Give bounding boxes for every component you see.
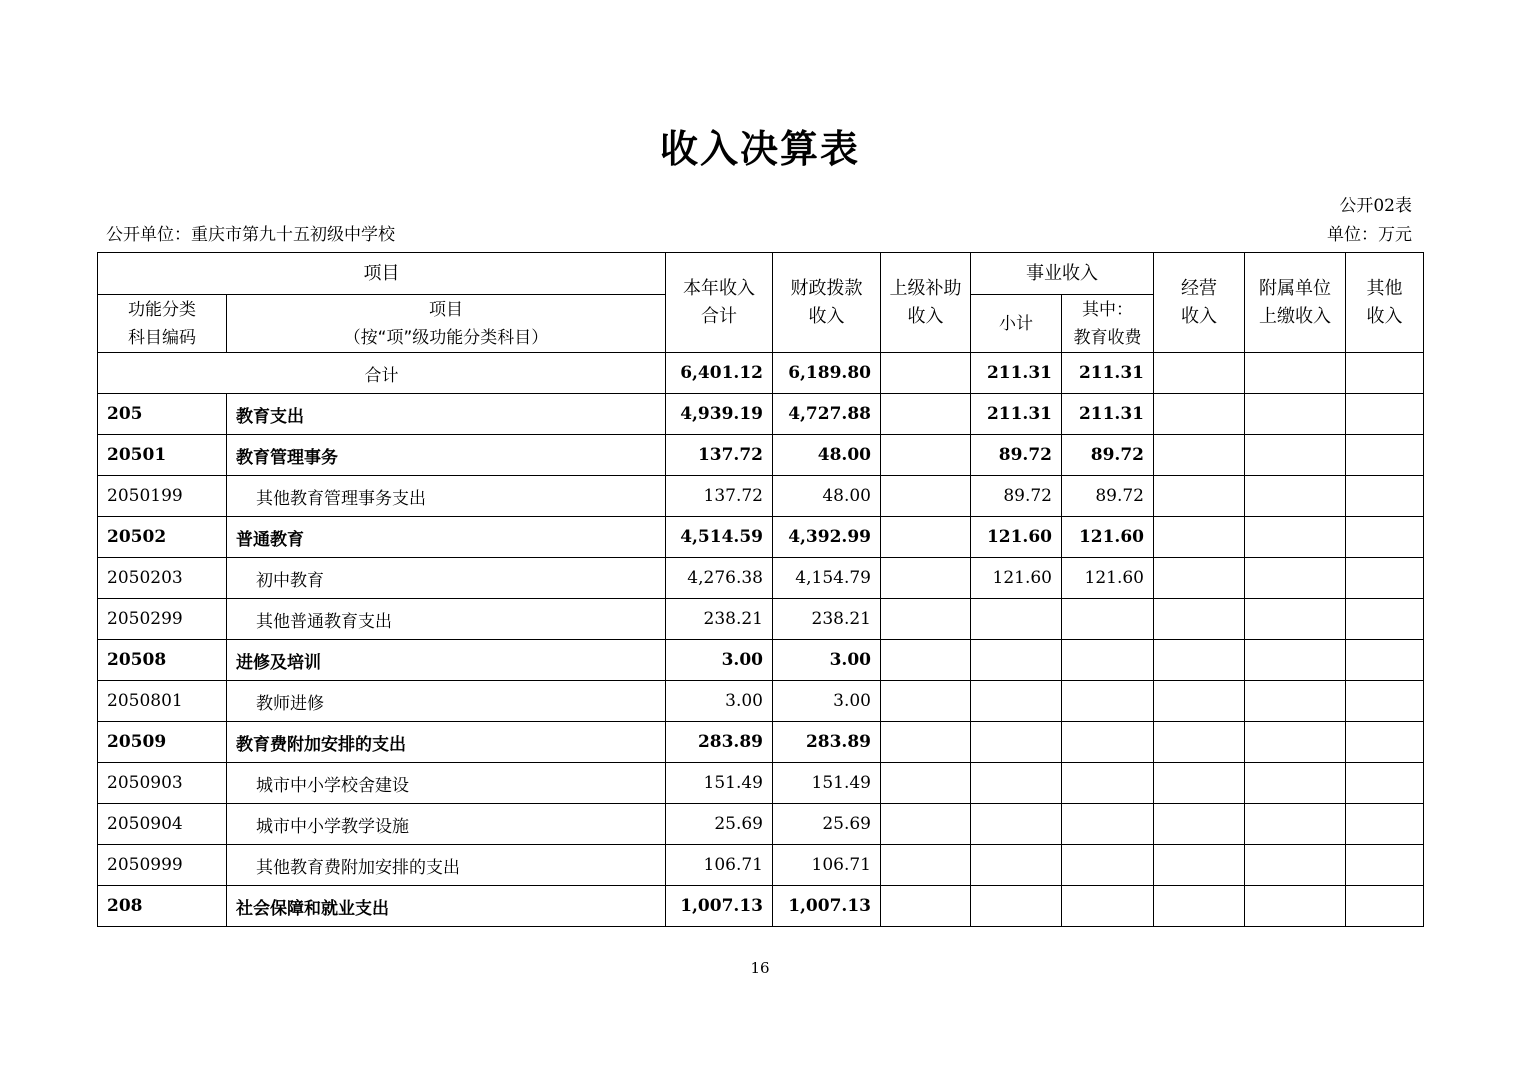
table-row <box>98 394 1424 435</box>
header-item-name <box>227 295 666 353</box>
cell-total: 4,276.38 <box>666 558 773 599</box>
cell-other <box>1346 394 1424 435</box>
cell-code: 2050903 <box>98 763 227 804</box>
header-superior-subsidy <box>881 253 971 353</box>
cell-other <box>1346 845 1424 886</box>
cell-operating <box>1154 599 1245 640</box>
cell-total: 6,401.12 <box>666 353 773 394</box>
header-other-line2: 收入 <box>1366 305 1403 327</box>
cell-subtotal <box>971 681 1062 722</box>
cell-other <box>1346 558 1424 599</box>
cell-total: 137.72 <box>666 435 773 476</box>
cell-edu-fee: 211.31 <box>1062 394 1154 435</box>
cell-superior <box>881 517 971 558</box>
cell-other <box>1346 886 1424 927</box>
header-total-income <box>666 253 773 353</box>
cell-superior <box>881 845 971 886</box>
cell-operating <box>1154 640 1245 681</box>
cell-affiliated <box>1245 599 1346 640</box>
table-row <box>98 599 1424 640</box>
header-affiliated-line1: 附属单位 <box>1259 277 1331 299</box>
header-operating-income <box>1154 253 1245 353</box>
cell-affiliated <box>1245 804 1346 845</box>
header-item-group: 项目 <box>98 253 666 295</box>
cell-other <box>1346 722 1424 763</box>
header-edu-fee-line1: 其中： <box>1082 299 1133 320</box>
cell-affiliated <box>1245 435 1346 476</box>
cell-operating <box>1154 886 1245 927</box>
cell-fiscal: 3.00 <box>773 640 881 681</box>
cell-fiscal: 4,727.88 <box>773 394 881 435</box>
cell-name: 教师进修 <box>227 681 666 722</box>
cell-edu-fee <box>1062 681 1154 722</box>
cell-edu-fee: 121.60 <box>1062 558 1154 599</box>
cell-name: 教育支出 <box>227 394 666 435</box>
cell-subtotal: 89.72 <box>971 476 1062 517</box>
header-edu-fee-line2: 教育收费 <box>1073 327 1142 348</box>
cell-code: 2050999 <box>98 845 227 886</box>
cell-code: 2050801 <box>98 681 227 722</box>
cell-name: 其他教育管理事务支出 <box>227 476 666 517</box>
cell-code: 2050904 <box>98 804 227 845</box>
cell-superior <box>881 599 971 640</box>
header-superior-line1: 上级补助 <box>889 277 962 299</box>
header-code-line2: 科目编码 <box>128 327 196 348</box>
cell-superior <box>881 681 971 722</box>
cell-code: 20509 <box>98 722 227 763</box>
cell-edu-fee: 121.60 <box>1062 517 1154 558</box>
cell-edu-fee <box>1062 640 1154 681</box>
cell-subtotal <box>971 763 1062 804</box>
header-affiliated-line2: 上缴收入 <box>1259 305 1331 327</box>
table-row <box>98 681 1424 722</box>
cell-total: 4,514.59 <box>666 517 773 558</box>
cell-name: 其他教育费附加安排的支出 <box>227 845 666 886</box>
cell-superior <box>881 558 971 599</box>
cell-other <box>1346 476 1424 517</box>
cell-superior <box>881 722 971 763</box>
cell-affiliated <box>1245 886 1346 927</box>
cell-edu-fee <box>1062 886 1154 927</box>
table-row <box>98 517 1424 558</box>
cell-edu-fee <box>1062 722 1154 763</box>
cell-name: 社会保障和就业支出 <box>227 886 666 927</box>
cell-operating <box>1154 763 1245 804</box>
cell-name: 教育管理事务 <box>227 435 666 476</box>
header-operating-line1: 经营 <box>1181 277 1217 299</box>
cell-code: 205 <box>98 394 227 435</box>
form-number: 公开02表 <box>1339 196 1412 216</box>
cell-fiscal: 3.00 <box>773 681 881 722</box>
cell-other <box>1346 599 1424 640</box>
cell-operating <box>1154 394 1245 435</box>
cell-subtotal: 211.31 <box>971 353 1062 394</box>
total-label: 合计 <box>98 353 666 394</box>
cell-subtotal <box>971 722 1062 763</box>
cell-subtotal: 121.60 <box>971 517 1062 558</box>
page-number: 16 <box>750 959 770 977</box>
cell-name: 教育费附加安排的支出 <box>227 722 666 763</box>
header-function-code <box>98 295 227 353</box>
cell-total: 3.00 <box>666 681 773 722</box>
cell-superior <box>881 435 971 476</box>
cell-fiscal: 151.49 <box>773 763 881 804</box>
cell-operating <box>1154 435 1245 476</box>
cell-edu-fee: 211.31 <box>1062 353 1154 394</box>
cell-affiliated <box>1245 681 1346 722</box>
table-row <box>98 886 1424 927</box>
cell-other <box>1346 353 1424 394</box>
cell-total: 238.21 <box>666 599 773 640</box>
cell-fiscal: 4,392.99 <box>773 517 881 558</box>
cell-code: 20501 <box>98 435 227 476</box>
total-row <box>98 353 1424 394</box>
cell-other <box>1346 435 1424 476</box>
cell-subtotal: 89.72 <box>971 435 1062 476</box>
cell-subtotal: 211.31 <box>971 394 1062 435</box>
cell-subtotal <box>971 640 1062 681</box>
cell-fiscal: 283.89 <box>773 722 881 763</box>
cell-fiscal: 6,189.80 <box>773 353 881 394</box>
cell-total: 4,939.19 <box>666 394 773 435</box>
table-row <box>98 640 1424 681</box>
cell-name: 进修及培训 <box>227 640 666 681</box>
cell-affiliated <box>1245 722 1346 763</box>
cell-superior <box>881 763 971 804</box>
cell-affiliated <box>1245 517 1346 558</box>
cell-subtotal <box>971 886 1062 927</box>
cell-operating <box>1154 722 1245 763</box>
cell-edu-fee <box>1062 845 1154 886</box>
cell-other <box>1346 763 1424 804</box>
header-other-income <box>1346 253 1424 353</box>
currency-unit: 单位：万元 <box>1327 225 1412 245</box>
cell-edu-fee <box>1062 763 1154 804</box>
header-total-line1: 本年收入 <box>683 277 755 299</box>
cell-affiliated <box>1245 476 1346 517</box>
header-code-line1: 功能分类 <box>128 299 196 320</box>
cell-other <box>1346 640 1424 681</box>
cell-fiscal: 106.71 <box>773 845 881 886</box>
header-superior-line2: 收入 <box>907 305 944 327</box>
cell-code: 2050203 <box>98 558 227 599</box>
cell-superior <box>881 640 971 681</box>
cell-operating <box>1154 517 1245 558</box>
cell-code: 2050199 <box>98 476 227 517</box>
cell-code: 208 <box>98 886 227 927</box>
table-row <box>98 763 1424 804</box>
header-name-line2: （按“项”级功能分类科目） <box>343 327 549 348</box>
cell-superior <box>881 886 971 927</box>
cell-affiliated <box>1245 763 1346 804</box>
header-education-fee <box>1062 295 1154 353</box>
cell-code: 20508 <box>98 640 227 681</box>
cell-name: 普通教育 <box>227 517 666 558</box>
cell-superior <box>881 476 971 517</box>
cell-superior <box>881 353 971 394</box>
table-row <box>98 476 1424 517</box>
header-fiscal-line1: 财政拨款 <box>790 277 863 299</box>
cell-subtotal <box>971 804 1062 845</box>
cell-total: 137.72 <box>666 476 773 517</box>
cell-subtotal: 121.60 <box>971 558 1062 599</box>
cell-superior <box>881 804 971 845</box>
cell-operating <box>1154 476 1245 517</box>
cell-fiscal: 238.21 <box>773 599 881 640</box>
header-subtotal: 小计 <box>971 295 1062 353</box>
table-row <box>98 722 1424 763</box>
cell-code: 2050299 <box>98 599 227 640</box>
table-row <box>98 845 1424 886</box>
cell-total: 151.49 <box>666 763 773 804</box>
cell-other <box>1346 804 1424 845</box>
header-total-line2: 合计 <box>701 305 737 327</box>
table-row <box>98 804 1424 845</box>
cell-operating <box>1154 681 1245 722</box>
cell-affiliated <box>1245 394 1346 435</box>
header-name-line1: 项目 <box>429 299 463 320</box>
header-affiliated-income <box>1245 253 1346 353</box>
cell-total: 1,007.13 <box>666 886 773 927</box>
cell-affiliated <box>1245 558 1346 599</box>
cell-operating <box>1154 558 1245 599</box>
cell-operating <box>1154 353 1245 394</box>
cell-total: 3.00 <box>666 640 773 681</box>
cell-subtotal <box>971 845 1062 886</box>
cell-edu-fee: 89.72 <box>1062 476 1154 517</box>
cell-fiscal: 1,007.13 <box>773 886 881 927</box>
cell-total: 25.69 <box>666 804 773 845</box>
header-fiscal-appropriation <box>773 253 881 353</box>
cell-fiscal: 4,154.79 <box>773 558 881 599</box>
cell-fiscal: 48.00 <box>773 476 881 517</box>
cell-name: 城市中小学教学设施 <box>227 804 666 845</box>
header-other-line1: 其他 <box>1366 277 1403 299</box>
cell-edu-fee <box>1062 804 1154 845</box>
reporting-unit: 公开单位：重庆市第九十五初级中学校 <box>106 225 395 245</box>
cell-name: 城市中小学校舍建设 <box>227 763 666 804</box>
cell-fiscal: 25.69 <box>773 804 881 845</box>
cell-total: 106.71 <box>666 845 773 886</box>
header-fiscal-line2: 收入 <box>808 305 845 327</box>
cell-operating <box>1154 845 1245 886</box>
cell-subtotal <box>971 599 1062 640</box>
cell-fiscal: 48.00 <box>773 435 881 476</box>
cell-affiliated <box>1245 640 1346 681</box>
cell-other <box>1346 681 1424 722</box>
cell-edu-fee: 89.72 <box>1062 435 1154 476</box>
cell-code: 20502 <box>98 517 227 558</box>
table-row <box>98 435 1424 476</box>
table-row <box>98 558 1424 599</box>
cell-other <box>1346 517 1424 558</box>
cell-superior <box>881 394 971 435</box>
cell-affiliated <box>1245 353 1346 394</box>
header-operating-line2: 收入 <box>1181 305 1217 327</box>
cell-edu-fee <box>1062 599 1154 640</box>
header-business-income: 事业收入 <box>971 253 1154 295</box>
cell-affiliated <box>1245 845 1346 886</box>
income-statement-table <box>97 252 1424 927</box>
cell-name: 其他普通教育支出 <box>227 599 666 640</box>
cell-operating <box>1154 804 1245 845</box>
page-title: 收入决算表 <box>659 127 860 171</box>
cell-name: 初中教育 <box>227 558 666 599</box>
cell-total: 283.89 <box>666 722 773 763</box>
